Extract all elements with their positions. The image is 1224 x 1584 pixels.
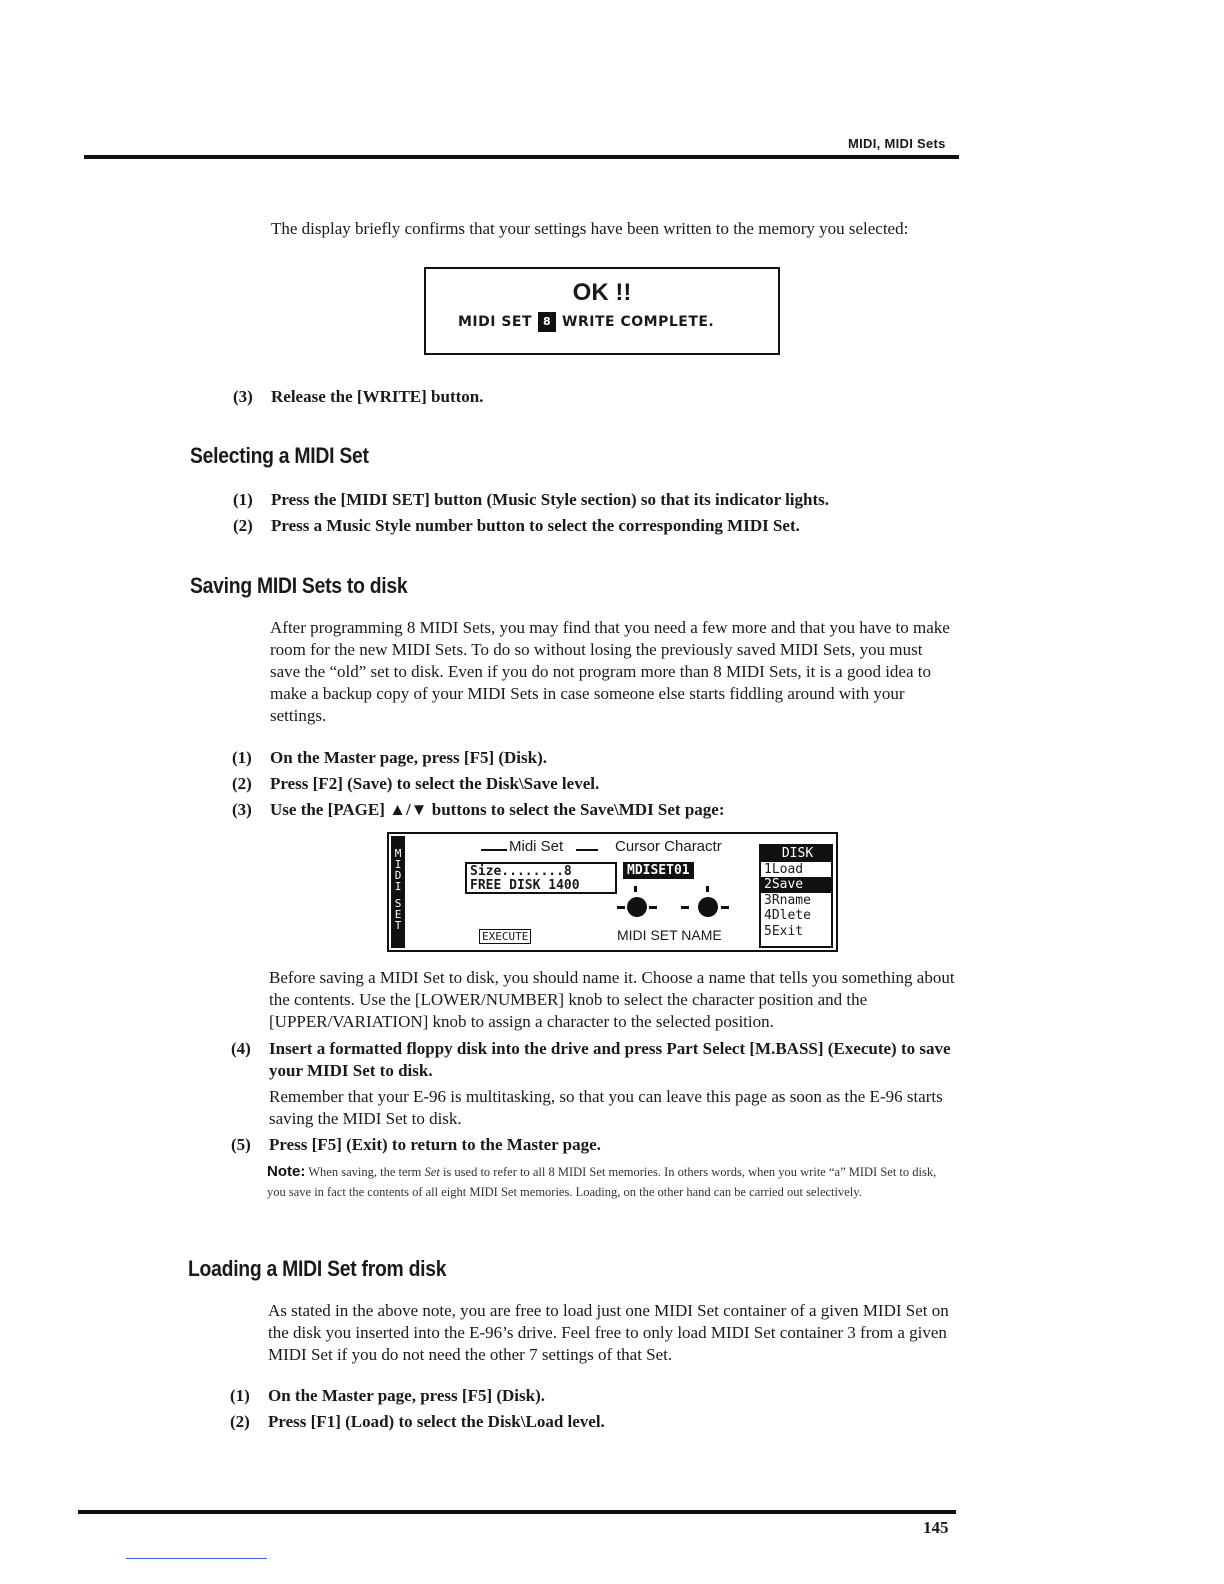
header-rule bbox=[84, 155, 959, 159]
lcd-title-cursor: Cursor Charactr bbox=[615, 838, 722, 855]
lcd-side-tab: M I D I S E T bbox=[391, 836, 405, 948]
step-number: (5) bbox=[231, 1135, 251, 1154]
footer-rule bbox=[78, 1510, 956, 1514]
knob-dash bbox=[681, 906, 689, 909]
lcd-write-complete-label: WRITE COMPLETE. bbox=[562, 314, 715, 330]
lcd-write-complete-line bbox=[458, 312, 778, 332]
loading-step-1 bbox=[230, 1385, 950, 1407]
knob-dash bbox=[721, 906, 729, 909]
step-number: (3) bbox=[232, 800, 252, 819]
lcd-info-box bbox=[465, 862, 617, 894]
note-text-a: When saving, the term bbox=[308, 1165, 422, 1179]
lower-number-knob-icon bbox=[627, 897, 647, 917]
lcd-midi-set-label: MIDI SET bbox=[458, 314, 533, 330]
saving-step-3 bbox=[232, 799, 952, 821]
step-text: On the Master page, press [F5] (Disk). bbox=[268, 1386, 546, 1405]
running-header: MIDI, MIDI Sets bbox=[848, 136, 946, 151]
step-text: Press [F1] (Load) to select the Disk\Load level. bbox=[268, 1412, 605, 1431]
step-text: On the Master page, press [F5] (Disk). bbox=[270, 748, 548, 767]
page-number: 145 bbox=[923, 1518, 949, 1537]
loading-paragraph: As stated in the above note, you are free to load just one MIDI Set container of a given MIDI Set on the disk you inserted into the E-96’s drive. Feel free to only load MIDI Set container 3 from a given MIDI Set if you do not need the other 7 settings of that Set. bbox=[268, 1301, 949, 1364]
step-number: (2) bbox=[233, 516, 253, 535]
saving-step-1 bbox=[232, 747, 952, 769]
step-number: (3) bbox=[233, 387, 253, 406]
step-number: (4) bbox=[231, 1039, 251, 1058]
note-set-term: Set bbox=[424, 1165, 440, 1179]
note-text-b: is used to refer to all 8 MIDI Set memories. In others words, when you write “a” MIDI Set to disk, you save in fact the contents of all eight MIDI Set memories. Loading, on the other hand can be carried out selectively. bbox=[267, 1165, 937, 1199]
step-number: (2) bbox=[230, 1412, 250, 1431]
knob-dash bbox=[617, 906, 625, 909]
lcd-title-midi-set: Midi Set bbox=[509, 838, 564, 855]
scan-artifact-line bbox=[126, 1558, 267, 1559]
saving-paragraph: After programming 8 MIDI Sets, you may find that you need a few more and that you have to make room for the new MIDI Sets. To do so without losing the previously saved MIDI Sets, you must save the “old” set to disk. Even if you do not program more than 8 MIDI Sets, it is a good idea to make a backup copy of your MIDI Sets in case someone else starts fiddling around with your settings. bbox=[270, 618, 950, 725]
heading-selecting-midi-set: Selecting a MIDI Set bbox=[190, 443, 369, 468]
lcd-confirm-display bbox=[424, 267, 780, 355]
lcd-set-number: 8 bbox=[538, 312, 556, 332]
step-number: (1) bbox=[232, 748, 252, 767]
lcd-disk-menu bbox=[759, 844, 833, 948]
step-text: Release the [WRITE] button. bbox=[271, 387, 484, 406]
step-text: Press a Music Style number button to select the corresponding MIDI Set. bbox=[271, 516, 800, 535]
release-step bbox=[233, 386, 933, 408]
lcd-execute-button[interactable]: EXECUTE bbox=[479, 929, 531, 944]
step-text: Insert a formatted floppy disk into the drive and press Part Select [M.BASS] (Execute) to save your MIDI Set to disk. bbox=[269, 1039, 951, 1080]
saving-step-2 bbox=[232, 773, 952, 795]
step-text: Press [F2] (Save) to select the Disk\Save level. bbox=[270, 774, 600, 793]
step-text: Press [F5] (Exit) to return to the Master page. bbox=[269, 1135, 601, 1154]
lcd-set-name-field[interactable]: MDISET01 bbox=[623, 862, 694, 879]
loading-step-2 bbox=[230, 1411, 950, 1433]
step-text: Use the [PAGE] ▲/▼ buttons to select the Save\MDI Set page: bbox=[270, 800, 725, 819]
lcd-menu-item-delete[interactable]: 4Dlete bbox=[764, 908, 811, 923]
selecting-step-2 bbox=[233, 515, 953, 537]
title-dash bbox=[481, 849, 507, 851]
lcd-menu-title: DISK bbox=[761, 846, 831, 862]
step-text: Press the [MIDI SET] button (Music Style section) so that its indicator lights. bbox=[271, 490, 830, 509]
lcd-menu-item-rename[interactable]: 3Rname bbox=[764, 892, 811, 908]
step-number: (1) bbox=[233, 490, 253, 509]
heading-saving-midi-sets: Saving MIDI Sets to disk bbox=[190, 573, 408, 598]
lcd-size-field: Size........8 bbox=[470, 864, 572, 879]
multitask-paragraph: Remember that your E-96 is multitasking, so that you can leave this page as soon as the E-96 starts saving the MIDI Set to disk. bbox=[269, 1087, 943, 1128]
knob-dash bbox=[649, 906, 657, 909]
lcd-ok-text: OK !! bbox=[572, 279, 632, 306]
selecting-step-1 bbox=[233, 489, 953, 511]
lcd-menu-item-load[interactable]: 1Load bbox=[764, 861, 804, 877]
naming-paragraph: Before saving a MIDI Set to disk, you should name it. Choose a name that tells you something about the contents. Use the [LOWER/NUMBER] knob to select the character position and the [UPPER/VARIATION] knob to assign a character to the selected position. bbox=[269, 968, 955, 1031]
lcd-save-midi-set-screen bbox=[387, 832, 838, 952]
note-block bbox=[267, 1162, 957, 1202]
title-dash bbox=[576, 849, 598, 851]
note-label: Note: bbox=[267, 1163, 306, 1180]
knob-tick bbox=[634, 886, 637, 892]
lcd-menu-item-save[interactable]: 2Save bbox=[761, 877, 831, 893]
intro-text: The display briefly confirms that your settings have been written to the memory you selected: bbox=[271, 219, 909, 238]
upper-variation-knob-icon bbox=[698, 897, 718, 917]
lcd-free-disk-field: FREE DISK 1400 bbox=[470, 878, 580, 893]
lcd-knob-label: MIDI SET NAME bbox=[617, 927, 722, 943]
lcd-menu-item-exit[interactable]: 5Exit bbox=[764, 923, 804, 939]
saving-step-5 bbox=[231, 1134, 956, 1156]
saving-step-4 bbox=[231, 1038, 956, 1082]
knob-tick bbox=[706, 886, 709, 892]
step-number: (2) bbox=[232, 774, 252, 793]
step-number: (1) bbox=[230, 1386, 250, 1405]
heading-loading-midi-set: Loading a MIDI Set from disk bbox=[188, 1256, 447, 1281]
